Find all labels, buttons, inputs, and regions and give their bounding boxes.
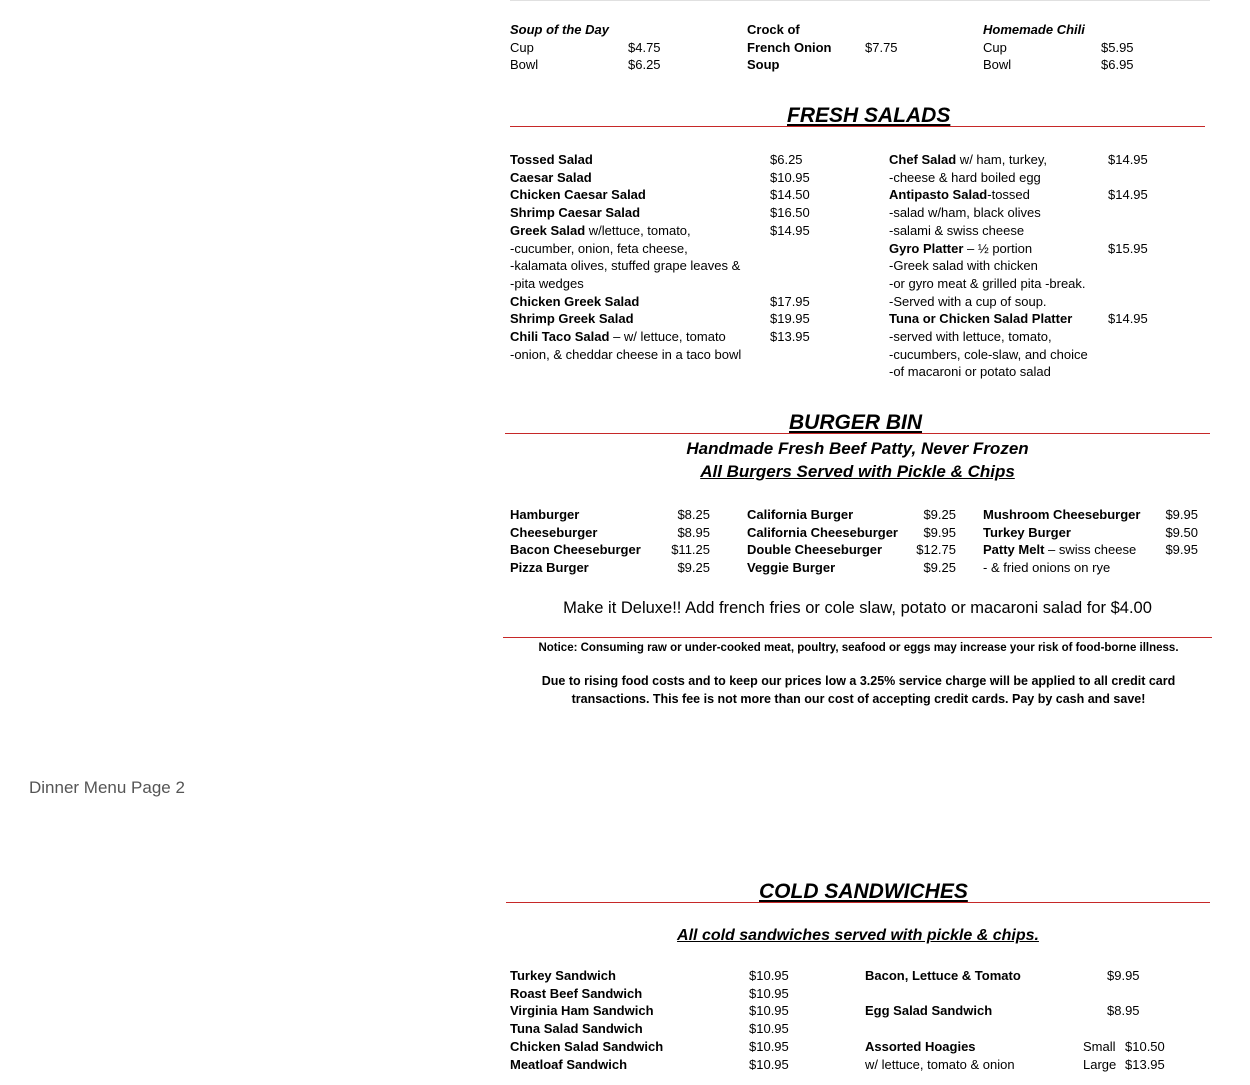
item-description: – w/ lettuce, tomato [609,329,726,344]
soup-bowl-price: $6.25 [628,57,661,73]
salad-row [889,293,1047,311]
salad-row [889,169,1041,187]
food-safety-notice: Notice: Consuming raw or under-cooked meat, poultry, seafood or eggs may increase your risk of food-borne illness. [538,642,1179,654]
burger-row [747,524,898,542]
sandwich-row [510,1056,627,1074]
burger-row [747,559,835,577]
item-description: -salami & swiss cheese [889,222,1025,238]
item-name: Gyro Platter [889,240,964,256]
salad-row [889,275,1086,293]
item-price: $9.50 [1165,524,1198,540]
item-price: $9.95 [923,524,956,540]
item-name: Chicken Caesar Salad [510,187,646,203]
item-description: -of macaroni or potato salad [889,364,1051,380]
item-name: Shrimp Caesar Salad [510,205,641,221]
salad-row [889,363,1051,381]
item-description: -or gyro meat & grilled pita -break. [889,275,1086,291]
item-price: $12.75 [916,542,956,558]
item-price: $9.25 [677,560,710,576]
salad-row [889,204,1041,222]
item-price: $8.95 [677,524,710,540]
sandwich-row [510,967,616,985]
item-description: -pita wedges [510,275,584,291]
item-description: - & fried onions on rye [983,560,1111,576]
salad-row [889,310,1072,328]
burger-row [983,506,1140,524]
hoagies-small-price: $10.50 [1125,1038,1165,1054]
item-price: $17.95 [770,293,810,309]
item-name: Tossed Salad [510,152,593,167]
item-description: -kalamata olives, stuffed grape leaves & [510,258,741,274]
chili-cup-price: $5.95 [1101,39,1134,55]
item-description: w/lettuce, tomato, [585,222,691,238]
item-price: $9.25 [923,560,956,576]
item-name: Veggie Burger [747,560,836,576]
item-name: Shrimp Greek Salad [510,311,634,327]
cold-sandwiches-divider [506,902,1210,903]
salad-row [510,222,691,240]
item-name: Meatloaf Sandwich [510,1056,628,1072]
item-description: -Served with a cup of soup. [889,293,1047,309]
item-price: $8.25 [677,507,710,522]
cold-sandwiches-heading: COLD SANDWICHES [759,880,968,903]
salad-row [510,169,592,187]
sandwich-row [510,1002,654,1020]
item-name: California Cheeseburger [747,524,898,540]
item-name: Turkey Sandwich [510,968,616,983]
salad-row [889,346,1088,364]
item-price: $10.95 [749,1021,789,1037]
salad-row [510,204,640,222]
item-name: Hamburger [510,507,580,522]
item-price: $14.50 [770,187,810,203]
chili-title: Homemade Chili [983,22,1085,37]
cold-sandwiches-subtitle: All cold sandwiches served with pickle & chips. [677,927,1039,944]
item-name: California Burger [747,507,854,522]
item-price: $9.25 [923,507,956,522]
burger-row [510,541,641,559]
item-name: Tuna or Chicken Salad Platter [889,311,1073,327]
item-price: $10.95 [749,1056,789,1072]
page-caption: Dinner Menu Page 2 [29,778,185,797]
item-description: -cucumbers, cole-slaw, and choice [889,346,1088,362]
item-name: Greek Salad [510,222,586,238]
item-name: Cheeseburger [510,524,598,540]
item-name: Pizza Burger [510,560,589,576]
item-price: $9.95 [1165,542,1198,558]
item-description: -cucumber, onion, feta cheese, [510,240,688,256]
item-description: – swiss cheese [1044,542,1137,558]
item-description: -cheese & hard boiled egg [889,169,1041,185]
hoagies-large-label: Large [1083,1056,1117,1072]
egg-salad-name: Egg Salad Sandwich [865,1003,993,1019]
item-price: $10.95 [749,1003,789,1019]
item-price: $11.25 [671,542,710,558]
chili-bowl-label: Bowl [983,57,1012,73]
hoagies-small-label: Small [1083,1038,1116,1054]
item-price: $14.95 [1108,152,1148,167]
burger-row [983,541,1136,559]
sandwich-row [510,1038,663,1056]
item-price: $13.95 [770,329,810,344]
notice-divider [503,637,1212,638]
item-description: -Greek salad with chicken [889,258,1038,274]
burger-subtitle-2: All Burgers Served with Pickle & Chips [700,462,1015,481]
blt-name: Bacon, Lettuce & Tomato [865,968,1021,983]
soup-cup-price: $4.75 [628,39,661,55]
salad-row [889,222,1024,240]
item-description: – ½ portion [963,240,1033,256]
crock-price: $7.75 [865,39,898,55]
item-name: Roast Beef Sandwich [510,985,643,1001]
item-description: w/ ham, turkey, [956,152,1047,167]
item-name: Chicken Salad Sandwich [510,1038,664,1054]
salad-row [510,275,584,293]
sandwich-row [510,985,642,1003]
salad-row [510,293,639,311]
item-name: Turkey Burger [983,524,1071,540]
soup-cup-label: Cup [510,39,534,55]
item-name: Patty Melt [983,542,1045,558]
top-divider [510,0,1210,1]
soup-bowl-label: Bowl [510,57,539,73]
salad-row [510,151,593,169]
salad-row [889,186,1030,204]
item-price: $10.95 [770,169,810,185]
item-name: Tuna Salad Sandwich [510,1021,643,1037]
item-name: Chef Salad [889,152,957,167]
egg-salad-price: $8.95 [1107,1003,1140,1019]
salad-row [510,328,726,346]
salad-row [510,186,646,204]
fresh-salads-divider [510,126,1205,127]
chili-bowl-price: $6.95 [1101,57,1134,73]
item-name: Chili Taco Salad [510,329,610,344]
fresh-salads-heading: FRESH SALADS [787,104,951,127]
item-name: Virginia Ham Sandwich [510,1003,654,1019]
burger-row [510,506,579,524]
item-name: Chicken Greek Salad [510,293,640,309]
credit-fee-notice-line-1: Due to rising food costs and to keep our prices low a 3.25% service charge will be applied to all credit card [541,674,1176,688]
item-price: $14.95 [770,222,810,238]
salad-row [889,257,1038,275]
item-price: $10.95 [749,968,789,983]
burger-row [983,559,1110,577]
salad-row [889,240,1032,258]
item-price: $19.95 [770,311,810,327]
salad-row [510,240,688,258]
sandwich-row [510,1020,643,1038]
crock-line-1: Crock of [747,22,800,37]
item-name: Double Cheeseburger [747,542,883,558]
item-description: -salad w/ham, black olives [889,205,1041,221]
item-name: Mushroom Cheeseburger [983,507,1141,522]
item-price: $10.95 [749,1038,789,1054]
item-description: -onion, & cheddar cheese in a taco bowl [510,346,742,362]
item-price: $6.25 [770,152,803,167]
salad-row [889,151,1047,169]
salad-row [510,257,740,275]
item-name: Antipasto Salad [889,187,988,203]
blt-price: $9.95 [1107,968,1140,983]
item-price: $14.95 [1108,311,1148,327]
burger-row [510,559,589,577]
item-price: $14.95 [1108,187,1148,203]
item-price: $16.50 [770,205,810,221]
burger-row [983,524,1071,542]
hoagies-name: Assorted Hoagies [865,1038,976,1054]
credit-fee-notice-line-2: transactions. This fee is not more than our cost of accepting credit cards. Pay by cash and save! [571,692,1146,706]
salad-row [510,346,741,364]
hoagies-desc: w/ lettuce, tomato & onion [865,1056,1015,1072]
chili-cup-label: Cup [983,39,1007,55]
burger-bin-heading: BURGER BIN [789,411,923,434]
salad-row [889,328,1052,346]
crock-line-2: French Onion [747,39,832,55]
item-price: $10.95 [749,985,789,1001]
burger-subtitle-1: Handmade Fresh Beef Patty, Never Frozen [686,439,1029,458]
burger-row [747,506,853,524]
burger-bin-divider [505,433,1210,434]
deluxe-note: Make it Deluxe!! Add french fries or cole slaw, potato or macaroni salad for $4.00 [563,599,1152,617]
item-name: Bacon Cheeseburger [510,542,641,558]
item-description: -served with lettuce, tomato, [889,329,1052,344]
soup-of-day-title: Soup of the Day [510,22,609,37]
item-price: $15.95 [1108,240,1148,256]
item-description: -tossed [987,187,1030,203]
crock-line-3: Soup [747,57,780,73]
burger-row [747,541,882,559]
burger-row [510,524,597,542]
hoagies-large-price: $13.95 [1125,1056,1165,1072]
item-name: Caesar Salad [510,169,592,185]
salad-row [510,310,634,328]
item-price: $9.95 [1165,507,1198,522]
